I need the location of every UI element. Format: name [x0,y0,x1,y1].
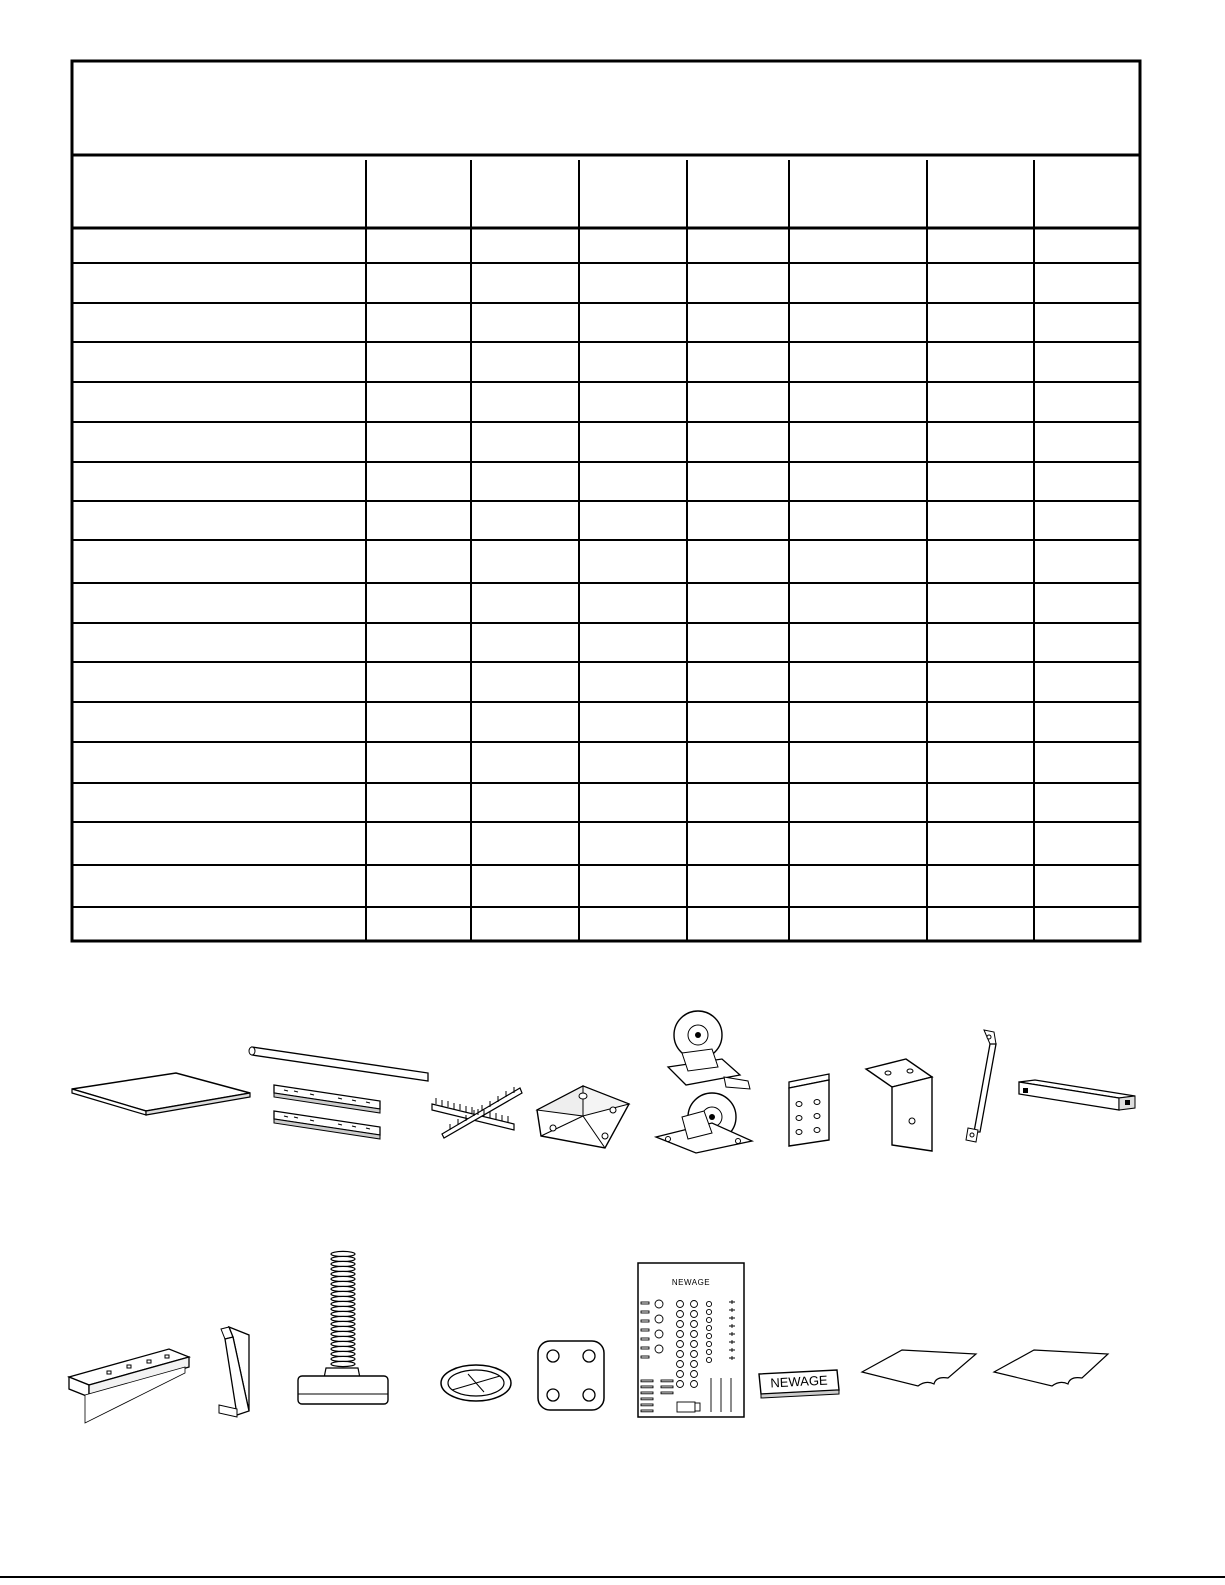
hw-screw [641,1302,649,1304]
logo-badge-icon [755,1366,841,1398]
hw-washer [677,1371,684,1378]
hw-washer [655,1300,663,1308]
leveling-foot-bracket-icon [533,1080,635,1155]
hw-nut [706,1341,711,1346]
base-channel-icon [65,1345,195,1425]
hw-washer [655,1315,663,1323]
hw-nut [706,1317,711,1322]
hw-washer [677,1361,684,1368]
hw-nail [641,1398,653,1400]
hw-washer [691,1321,698,1328]
hw-anchor [677,1402,695,1412]
hw-nail [661,1392,673,1394]
hw-washer [677,1381,684,1388]
hw-screw [641,1320,649,1322]
hw-washer [691,1381,698,1388]
hw-nail [641,1410,653,1412]
caster-wheels-icon [652,1005,757,1155]
hw-nail [641,1386,653,1388]
hw-washer [677,1321,684,1328]
hw-nail [641,1404,653,1406]
hw-nut [706,1349,711,1354]
row-lines [72,263,1140,907]
mounting-plate-icon [535,1338,607,1413]
hw-washer [691,1331,698,1338]
column-lines [366,160,1034,941]
hw-nail [641,1392,653,1394]
top-rail-icon [1015,1078,1140,1116]
instruction-sheet-icon [992,1348,1110,1388]
hw-washer [677,1311,684,1318]
hw-nut [706,1309,711,1314]
hw-anchor [695,1403,700,1411]
hw-screw [641,1356,649,1358]
hw-washer [677,1331,684,1338]
hw-washer [691,1371,698,1378]
hw-nail [661,1386,673,1388]
instruction-sheet-icon [860,1348,978,1388]
rail-bars-icon [248,1045,433,1150]
hw-screw [641,1347,649,1349]
hw-screw [641,1338,649,1340]
hardware-card-logo: NEWAGE [671,1278,711,1287]
hw-nut [706,1301,711,1306]
small-bracket-icon [215,1325,255,1420]
hw-washer [691,1301,698,1308]
handle-icon [962,1028,1004,1146]
l-bracket-icon [862,1055,937,1155]
hw-nail [661,1380,673,1382]
shelf-clips-icon [428,1080,528,1140]
hw-nut [706,1325,711,1330]
hw-washer [677,1301,684,1308]
badge-logo-text: NEWAGE [769,1372,829,1391]
hw-washer [691,1341,698,1348]
hw-screw [641,1329,649,1331]
hw-nut [706,1357,711,1362]
grommet-icon [438,1362,514,1404]
hw-washer [655,1345,663,1353]
bolt-thread [331,1361,355,1366]
hw-nut [706,1333,711,1338]
hw-washer [677,1351,684,1358]
hardware-card-icon [637,1262,745,1418]
hw-nail [641,1380,653,1382]
hw-washer [691,1351,698,1358]
hw-washer [677,1341,684,1348]
hw-washer [655,1330,663,1338]
hw-washer [691,1361,698,1368]
hw-screw [641,1311,649,1313]
bottom-rule [0,1576,1225,1578]
leveling-bolt-icon [296,1250,391,1410]
shelf-panel-icon [70,1065,255,1115]
hinge-plate-icon [785,1072,835,1150]
hw-washer [691,1311,698,1318]
